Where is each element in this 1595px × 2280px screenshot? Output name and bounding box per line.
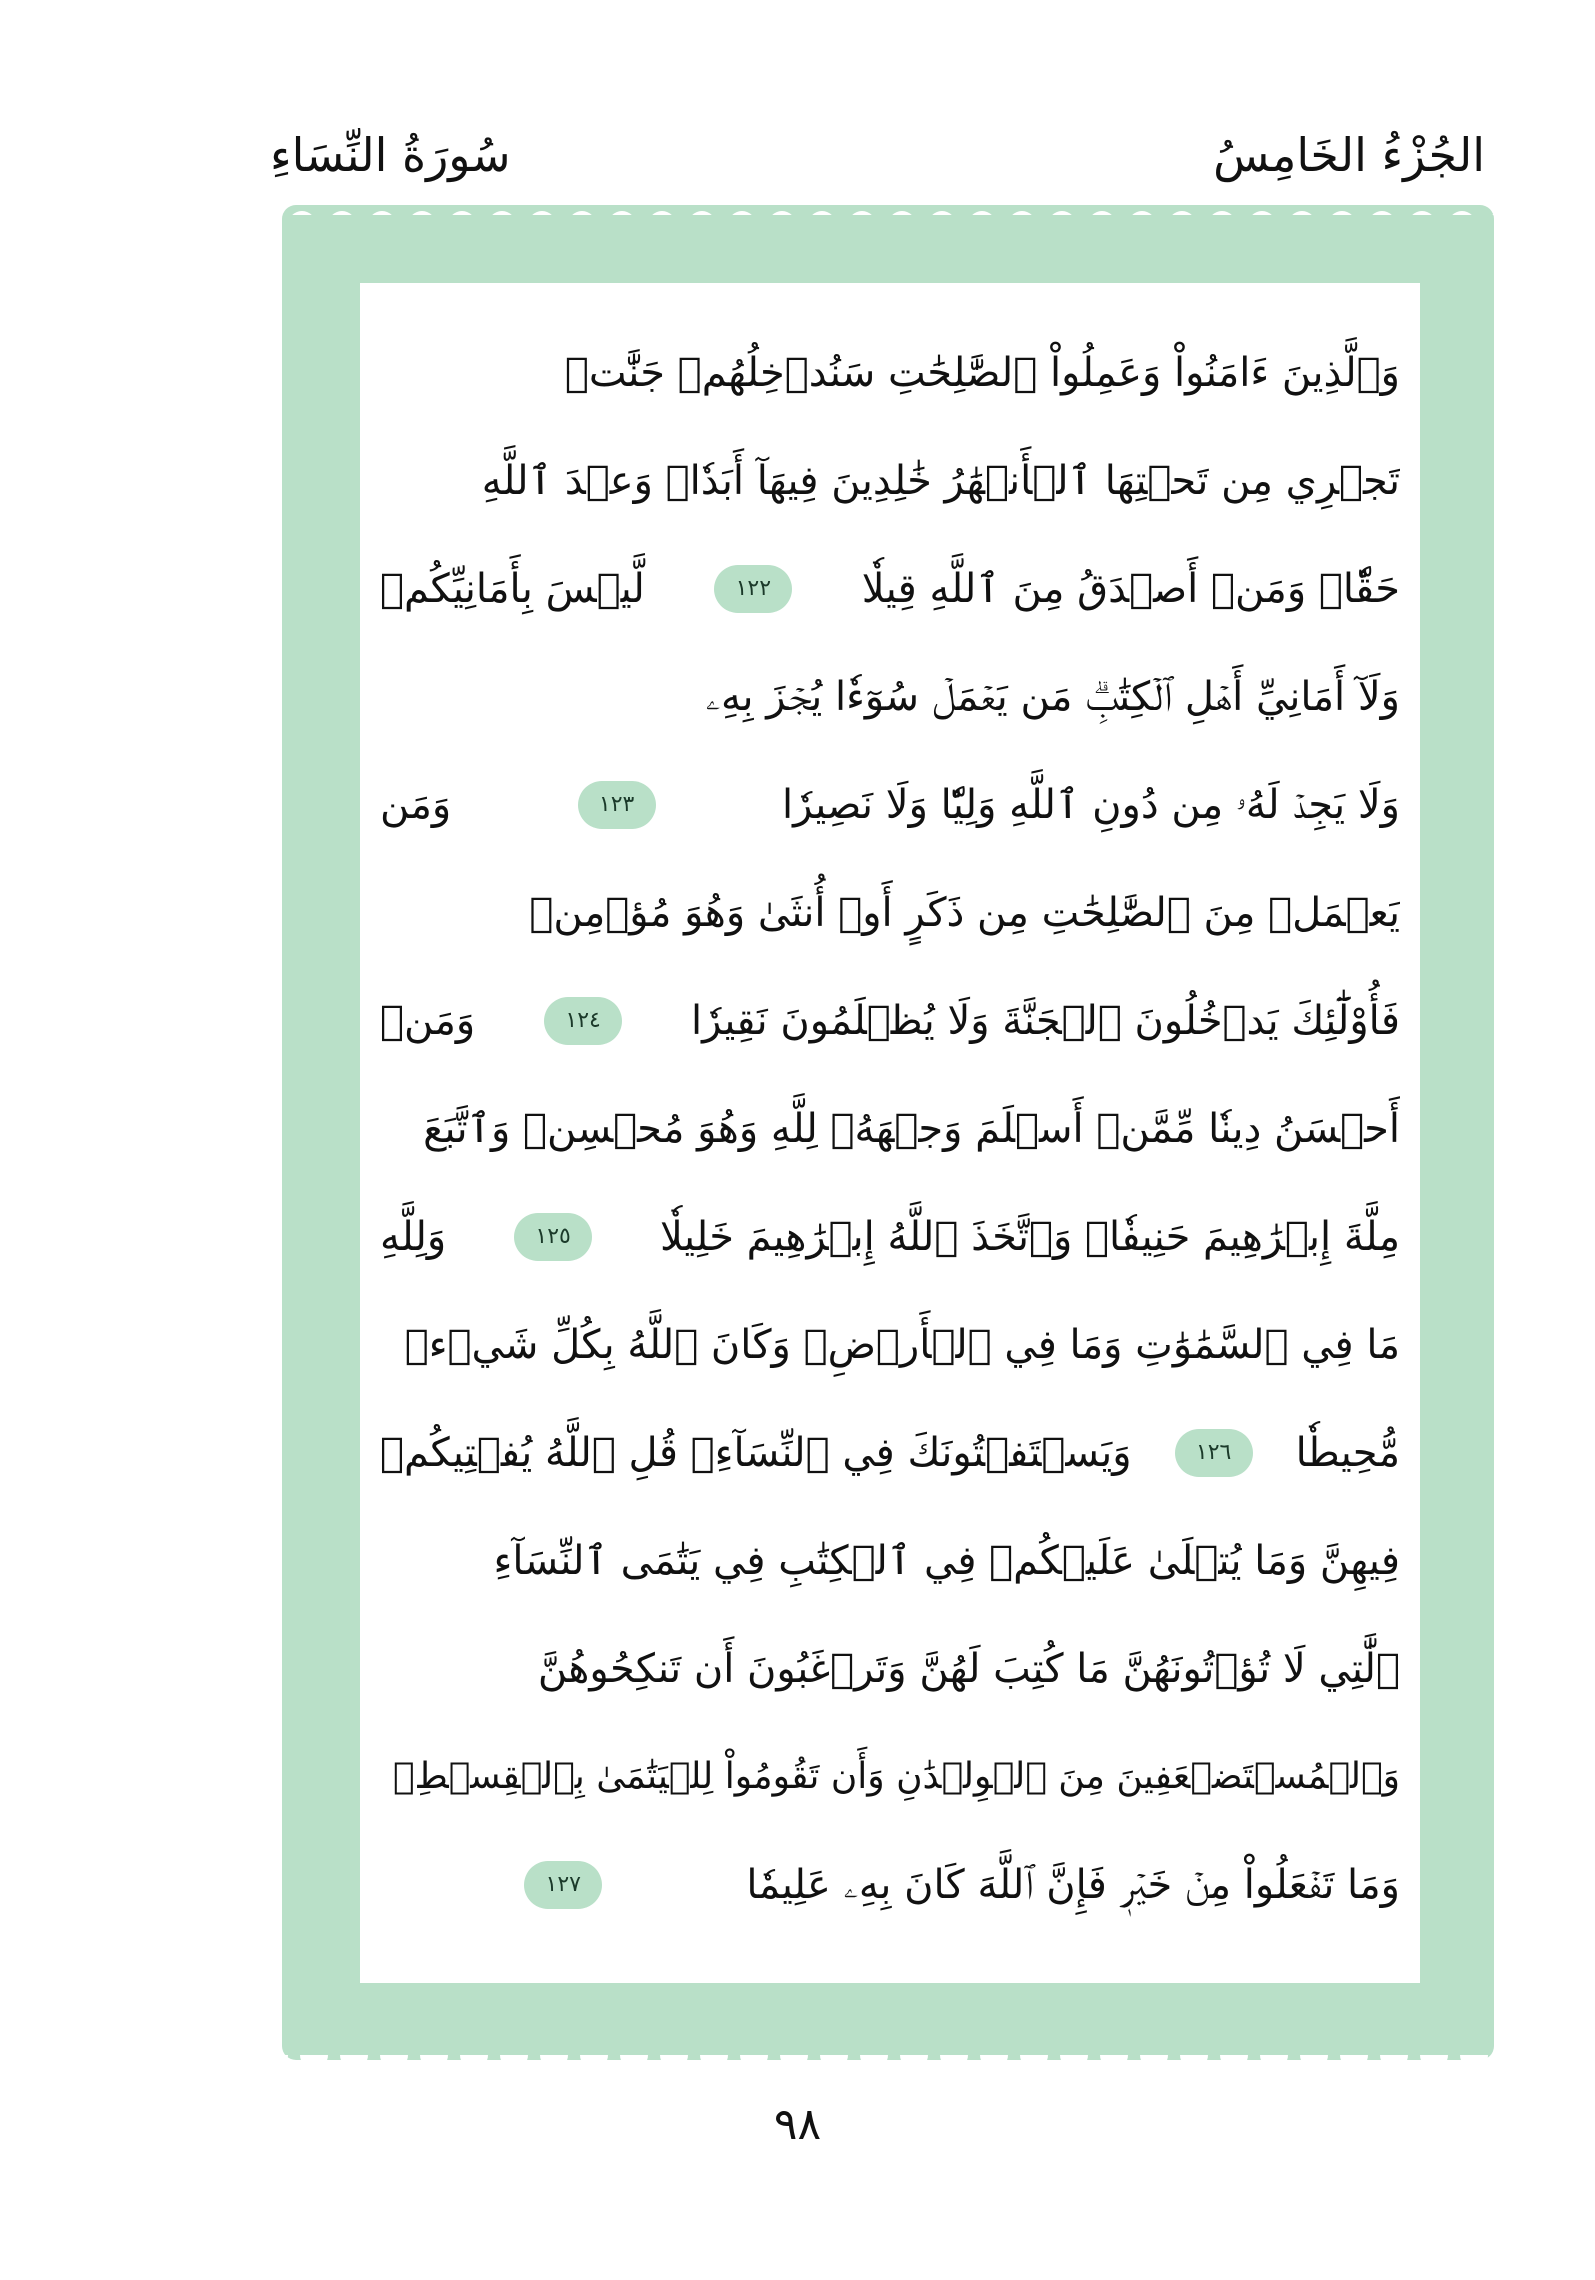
verse-line-8: [380, 1075, 1400, 1183]
quran-text-panel: [360, 283, 1420, 1983]
line-text: أَحۡسَنُ دِينٗا مِّمَّنۡ أَسۡلَمَ وَجۡهَهُۥ لِلَّهِ وَهُوَ مُحۡسِنٞ وَٱتَّبَعَ: [423, 1106, 1400, 1152]
verse-line-1: [380, 319, 1400, 427]
ayah-number-marker: ١٢٦: [1175, 1429, 1253, 1477]
verse-line-12: [380, 1507, 1400, 1615]
verse-line-3: [380, 535, 1400, 643]
ayah-number-marker: ١٢٤: [544, 997, 622, 1045]
verse-line-5: [380, 751, 1400, 859]
verse-line-13: [380, 1615, 1400, 1723]
verse-line-7: [380, 967, 1400, 1075]
line-text: تَجۡرِي مِن تَحۡتِهَا ٱلۡأَنۡهَٰرُ خَٰلِدِينَ فِيهَآ أَبَدٗاۖ وَعۡدَ ٱللَّهِ: [481, 458, 1400, 504]
line-text: مِلَّةَ إِبۡرَٰهِيمَ حَنِيفٗاۗ وَٱتَّخَذَ ٱللَّهُ إِبۡرَٰهِيمَ خَلِيلٗا: [660, 1214, 1400, 1260]
line-text: حَقّٗاۚ وَمَنۡ أَصۡدَقُ مِنَ ٱللَّهِ قِيلٗا: [861, 566, 1400, 612]
line-text: مُّحِيطٗا: [1295, 1430, 1400, 1476]
verse-line-6: [380, 859, 1400, 967]
line-text: وَٱلۡمُسۡتَضۡعَفِينَ مِنَ ٱلۡوِلۡدَٰنِ وَأَن تَقُومُواْ لِلۡيَتَٰمَىٰ بِٱلۡقِسۡطِۚ: [392, 1756, 1400, 1797]
surah-title: سُورَةُ النِّسَاءِ: [270, 128, 511, 182]
verse-line-14: [380, 1723, 1400, 1831]
line-text: ٱلَّٰتِي لَا تُؤۡتُونَهُنَّ مَا كُتِبَ لَهُنَّ وَتَرۡغَبُونَ أَن تَنكِحُوهُنَّ: [537, 1646, 1400, 1692]
verse-line-15: [380, 1831, 1400, 1939]
verse-line-11: [380, 1399, 1400, 1507]
juz-title: الجُزْءُ الخَامِسُ: [1213, 128, 1485, 182]
line-text: وَمَنۡ: [380, 998, 476, 1044]
ayah-number-marker: ١٢٢: [714, 565, 792, 613]
line-text: فَأُوْلَٰٓئِكَ يَدۡخُلُونَ ٱلۡجَنَّةَ وَلَا يُظۡلَمُونَ نَقِيرٗا: [691, 998, 1400, 1044]
page-number: ٩٨: [773, 2099, 822, 2150]
verse-line-10: [380, 1291, 1400, 1399]
line-text: وَيَسۡتَفۡتُونَكَ فِي ٱلنِّسَآءِۖ قُلِ ٱللَّهُ يُفۡتِيكُمۡ: [380, 1430, 1132, 1476]
line-text: لَّيۡسَ بِأَمَانِيِّكُمۡ: [380, 566, 645, 612]
verse-line-2: [380, 427, 1400, 535]
line-text: وَلِلَّهِ: [380, 1214, 447, 1260]
ayah-number-marker: ١٢٣: [578, 781, 656, 829]
line-text: وَمَن: [380, 782, 452, 828]
line-text: وَمَا تَفۡعَلُواْ مِنۡ خَيۡرٖ فَإِنَّ ٱللَّهَ كَانَ بِهِۦ عَلِيمٗا: [746, 1862, 1400, 1908]
line-text: وَٱلَّذِينَ ءَامَنُواْ وَعَمِلُواْ ٱلصَّٰلِحَٰتِ سَنُدۡخِلُهُمۡ جَنَّٰتٖ: [564, 350, 1400, 396]
verse-line-9: [380, 1183, 1400, 1291]
line-text: مَا فِي ٱلسَّمَٰوَٰتِ وَمَا فِي ٱلۡأَرۡضِۚ وَكَانَ ٱللَّهُ بِكُلِّ شَيۡءٖ: [404, 1322, 1400, 1368]
ayah-number-marker: ١٢٧: [524, 1861, 602, 1909]
line-text: فِيهِنَّ وَمَا يُتۡلَىٰ عَلَيۡكُمۡ فِي ٱلۡكِتَٰبِ فِي يَتَٰمَى ٱلنِّسَآءِ: [493, 1538, 1400, 1584]
line-text: يَعۡمَلۡ مِنَ ٱلصَّٰلِحَٰتِ مِن ذَكَرٍ أَوۡ أُنثَىٰ وَهُوَ مُؤۡمِنٞ: [529, 890, 1400, 936]
ayah-number-marker: ١٢٥: [514, 1213, 592, 1261]
line-text: وَلَا يَجِدۡ لَهُۥ مِن دُونِ ٱللَّهِ وَلِيّٗا وَلَا نَصِيرٗا: [781, 782, 1400, 828]
verse-lines: [380, 319, 1400, 1939]
line-text: وَلَآ أَمَانِيِّ أَهۡلِ ٱلۡكِتَٰبِۗ مَن يَعۡمَلۡ سُوٓءٗا يُجۡزَ بِهِۦ: [705, 674, 1400, 720]
verse-line-4: [380, 643, 1400, 751]
